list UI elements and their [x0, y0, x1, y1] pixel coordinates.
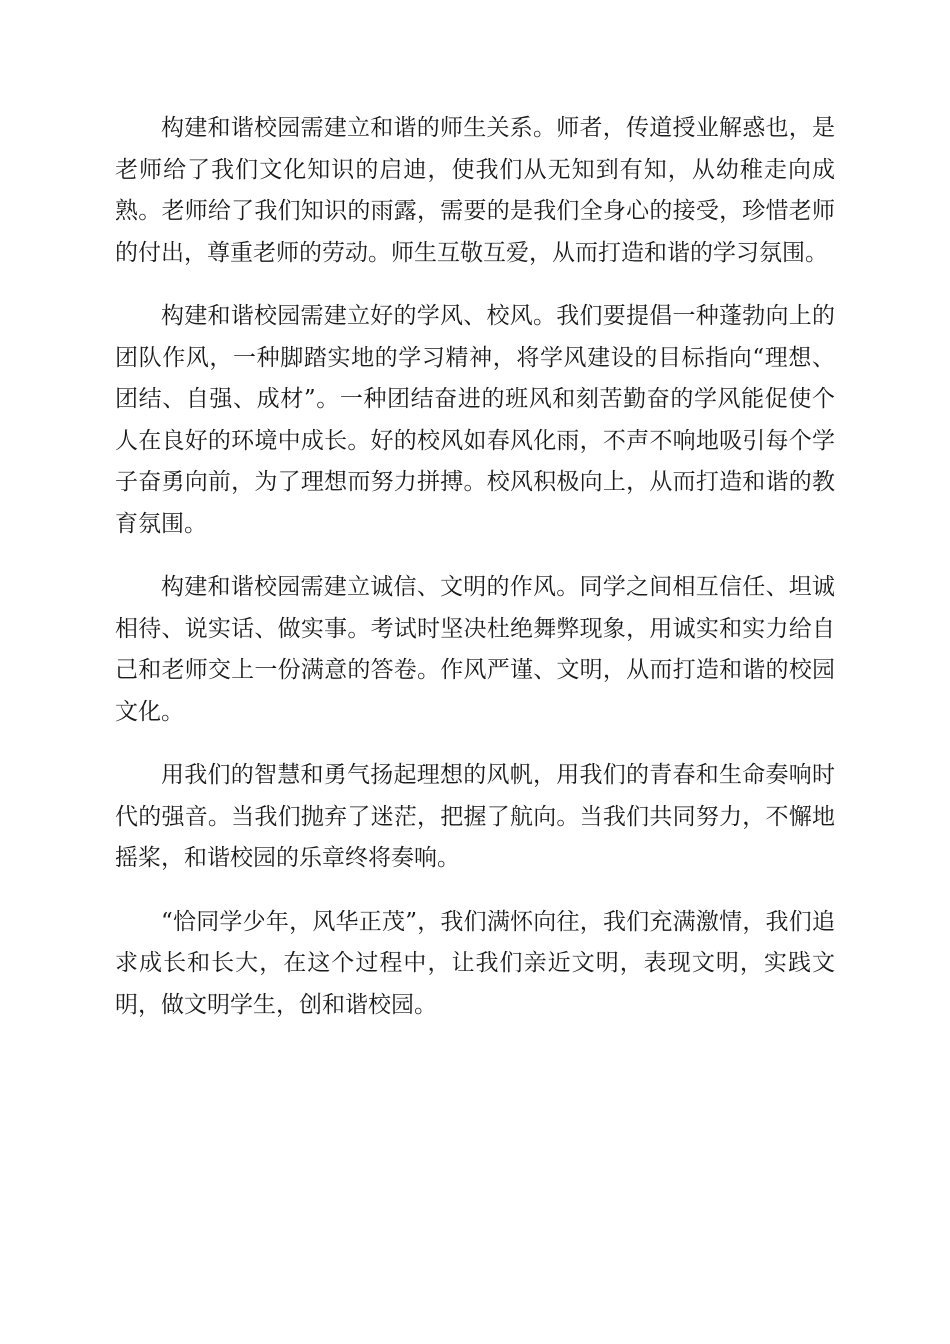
paragraph-integrity-civility: 构建和谐校园需建立诚信、文明的作风。同学之间相互信任、坦诚相待、说实话、做实事。考试时坚决杜绝舞弊现象，用诚实和实力给自己和老师交上一份满意的答卷。作风严谨、文明，从而打造和谐的校园文化。	[115, 574, 835, 725]
paragraph-conclusion: “恰同学少年，风华正茂”，我们满怀向往，我们充满激情，我们追求成长和长大，在这个过程中，让我们亲近文明，表现文明，实践文明，做文明学生，创和谐校园。	[115, 908, 835, 1018]
paragraph-study-school-spirit: 构建和谐校园需建立好的学风、校风。我们要提倡一种蓬勃向上的团队作风，一种脚踏实地的学习精神，将学风建设的目标指向“理想、团结、自强、成材”。一种团结奋进的班风和刻苦勤奋的学风能促使个人在良好的环境中成长。好的校风如春风化雨，不声不响地吸引每个学子奋勇向前，为了理想而努力拼搏。校风积极向上，从而打造和谐的教育氛围。	[115, 303, 835, 537]
document-body	[115, 108, 835, 1026]
paragraph-teacher-student-relations: 构建和谐校园需建立和谐的师生关系。师者，传道授业解惑也，是老师给了我们文化知识的启迪，使我们从无知到有知，从幼稚走向成熟。老师给了我们知识的雨露，需要的是我们全身心的接受，珍惜老师的付出，尊重老师的劳动。师生互敬互爱，从而打造和谐的学习氛围。	[115, 115, 835, 266]
paragraph-wisdom-courage: 用我们的智慧和勇气扬起理想的风帆，用我们的青春和生命奏响时代的强音。当我们抛弃了迷茫，把握了航向。当我们共同努力，不懈地摇桨，和谐校园的乐章终将奏响。	[115, 762, 835, 871]
